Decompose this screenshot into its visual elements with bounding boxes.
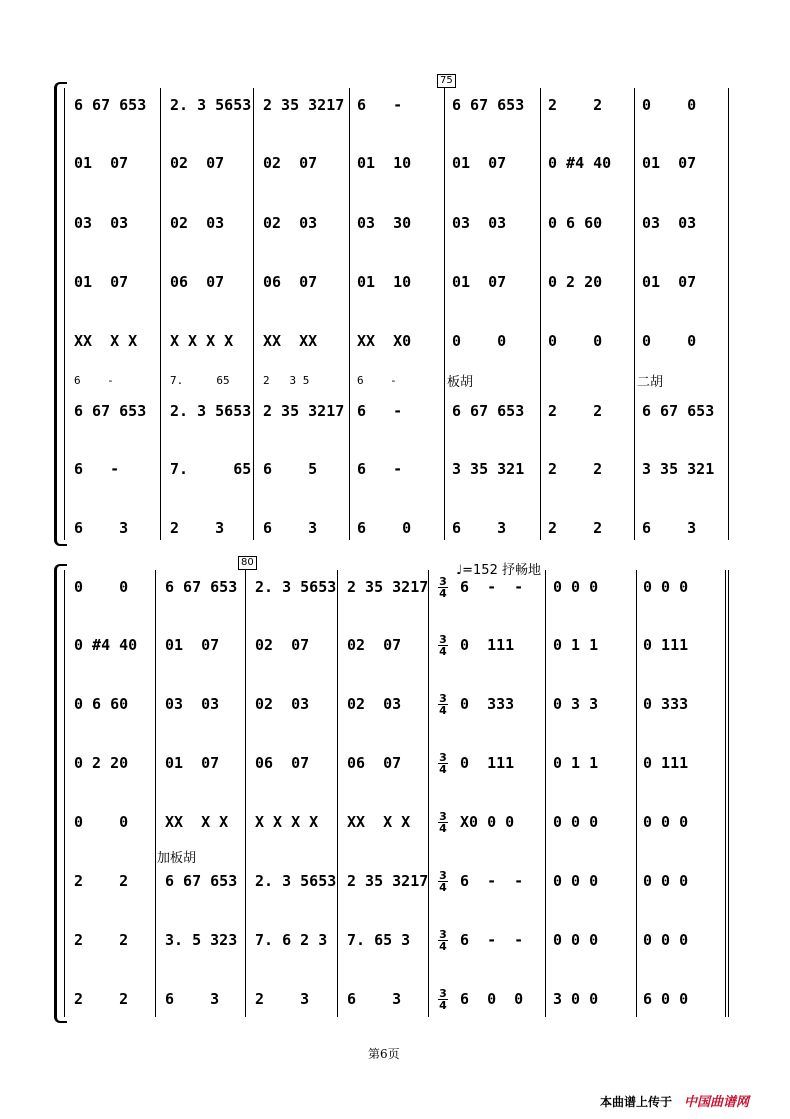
time-signature (438, 870, 448, 893)
time-signature-bottom: 4 (439, 999, 447, 1012)
score-cell: 0 0 0 (553, 931, 599, 949)
score-cell: 06 07 (170, 273, 225, 291)
score-cell: 2 2 (74, 931, 129, 949)
score-cell: 6 5 (263, 460, 318, 478)
score-cell: 0 333 (460, 695, 515, 713)
page-number: 第6页 (368, 1047, 400, 1061)
score-cell: 2 35 3217 (263, 402, 345, 420)
time-signature-top: 3 (439, 928, 447, 941)
score-cell: 0 0 (548, 332, 603, 350)
score-cell: 6 3 (452, 519, 507, 537)
score-cell: 2 3 (170, 519, 225, 537)
tempo-marking: ♩=152 抒畅地 (456, 563, 541, 578)
score-cell: 6 - - (460, 931, 524, 949)
score-cell: 0 0 0 (553, 578, 599, 596)
score-cell: X X X X (255, 813, 319, 831)
score-cell: 0 6 60 (74, 695, 129, 713)
rehearsal-mark: 80 (238, 556, 257, 570)
score-cell: XX X0 (357, 332, 412, 350)
score-system-2 (0, 557, 790, 1030)
score-cell: 01 07 (74, 154, 129, 172)
time-signature (438, 576, 448, 599)
barline (444, 88, 445, 540)
site-logo: 中国曲谱网 (684, 1095, 750, 1110)
score-cell: 0 333 (643, 695, 689, 713)
score-cell: 0 0 0 (553, 813, 599, 831)
time-signature-bottom: 4 (439, 881, 447, 894)
score-cell: 2 2 (74, 872, 129, 890)
score-cell: 2 2 (548, 460, 603, 478)
time-signature-top: 3 (439, 869, 447, 882)
score-cell: 7. 65 3 (347, 931, 411, 949)
score-cell: 2 2 (548, 96, 603, 114)
barline (540, 88, 541, 540)
score-cell: 6 67 653 (452, 96, 525, 114)
time-signature-bottom: 4 (439, 704, 447, 717)
rehearsal-mark: 75 (437, 74, 456, 88)
score-cell: 0 2 20 (74, 754, 129, 772)
score-cell: 01 07 (452, 273, 507, 291)
score-cell: 6 - (357, 460, 403, 478)
score-cell: 02 03 (170, 214, 225, 232)
score-cell: 06 07 (255, 754, 310, 772)
score-cell: 01 07 (165, 636, 220, 654)
score-cell: 0 0 (642, 332, 697, 350)
score-system-1 (0, 75, 790, 548)
score-cell: 2 35 3217 (347, 872, 429, 890)
score-cell: 01 07 (642, 154, 697, 172)
upload-note: 本曲谱上传于 (600, 1095, 673, 1109)
time-signature-bottom: 4 (439, 763, 447, 776)
barline (545, 570, 546, 1017)
score-cell: 6 67 653 (165, 578, 238, 596)
time-signature-top: 3 (439, 575, 447, 588)
score-cell: 6 0 0 (460, 990, 524, 1008)
score-cell: 0 1 1 (553, 754, 599, 772)
score-cell: 0 0 (74, 813, 129, 831)
score-cell: 02 03 (347, 695, 402, 713)
score-cell: 01 07 (452, 154, 507, 172)
score-cell: 6 67 653 (74, 402, 147, 420)
score-cell: 02 03 (255, 695, 310, 713)
score-cell: 6 3 (263, 519, 318, 537)
score-cell: 02 07 (263, 154, 318, 172)
score-cell: 2. 3 5653 (255, 872, 337, 890)
time-signature (438, 634, 448, 657)
score-cell: 0 6 60 (548, 214, 603, 232)
score-cell: 6 3 (347, 990, 402, 1008)
score-cell: 6 - (357, 402, 403, 420)
score-cell: 3 0 0 (553, 990, 599, 1008)
score-cell: 2. 3 5653 (170, 402, 252, 420)
score-cell: 01 07 (74, 273, 129, 291)
score-cell: 6 - (74, 460, 120, 478)
score-cell: 01 10 (357, 273, 412, 291)
small-score-cell: 6 - (357, 374, 397, 387)
score-cell: 6 0 0 (643, 990, 689, 1008)
time-signature-top: 3 (439, 987, 447, 1000)
score-cell: 6 - (357, 96, 403, 114)
score-cell: 2 2 (74, 990, 129, 1008)
score-cell: 0 0 0 (553, 872, 599, 890)
score-cell: 6 3 (74, 519, 129, 537)
score-cell: 02 07 (170, 154, 225, 172)
barline (728, 570, 729, 1017)
score-cell: 02 07 (347, 636, 402, 654)
score-cell: 7. 6 2 3 (255, 931, 328, 949)
score-cell: 03 03 (642, 214, 697, 232)
score-cell: 02 07 (255, 636, 310, 654)
score-cell: 2 35 3217 (347, 578, 429, 596)
score-cell: 03 30 (357, 214, 412, 232)
score-cell: 6 67 653 (165, 872, 238, 890)
score-cell: 0 111 (643, 636, 689, 654)
barline (253, 88, 254, 540)
score-cell: 7. 65 (170, 460, 252, 478)
score-cell: 03 03 (452, 214, 507, 232)
score-cell: 0 0 0 (643, 931, 689, 949)
system-brace (54, 88, 71, 540)
time-signature-bottom: 4 (439, 940, 447, 953)
score-cell: 02 03 (263, 214, 318, 232)
score-cell: 3 35 321 (642, 460, 715, 478)
score-cell: 0 #4 40 (548, 154, 612, 172)
small-score-cell: 6 - (74, 374, 114, 387)
score-cell: 0 0 (642, 96, 697, 114)
score-cell: 2. 3 5653 (255, 578, 337, 596)
score-cell: 0 #4 40 (74, 636, 138, 654)
score-cell: XX X X (74, 332, 138, 350)
barline (728, 88, 729, 540)
barline (64, 88, 65, 540)
score-cell: 6 0 (357, 519, 412, 537)
score-cell: 0 111 (643, 754, 689, 772)
score-cell: 0 3 3 (553, 695, 599, 713)
quarter-note-icon: ♩ (456, 563, 463, 578)
time-signature-bottom: 4 (439, 822, 447, 835)
barline (64, 570, 65, 1017)
score-cell: 0 111 (460, 636, 515, 654)
instrument-label-jiabanhu: 加板胡 (157, 851, 197, 866)
score-cell: 2 3 (255, 990, 310, 1008)
score-cell: 0 0 0 (643, 872, 689, 890)
score-cell: 6 3 (642, 519, 697, 537)
time-signature (438, 693, 448, 716)
barline (636, 570, 637, 1017)
barline (725, 570, 726, 1017)
score-cell: 0 0 (452, 332, 507, 350)
score-cell: 6 67 653 (642, 402, 715, 420)
barline (634, 88, 635, 540)
barline (155, 570, 156, 1017)
score-cell: 0 0 0 (643, 813, 689, 831)
score-cell: 06 07 (263, 273, 318, 291)
instrument-label-erhu: 二胡 (637, 375, 664, 390)
time-signature (438, 811, 448, 834)
score-cell: 6 - - (460, 578, 524, 596)
small-score-cell: 2 3 5 (263, 374, 310, 387)
system-brace (54, 570, 71, 1017)
barline (337, 570, 338, 1017)
time-signature (438, 988, 448, 1011)
score-cell: 2 2 (548, 402, 603, 420)
time-signature-top: 3 (439, 633, 447, 646)
score-cell: XX XX (263, 332, 318, 350)
score-cell: 2. 3 5653 (170, 96, 252, 114)
score-cell: XX X X (165, 813, 229, 831)
score-cell: 6 67 653 (74, 96, 147, 114)
score-cell: 3 35 321 (452, 460, 525, 478)
barline (160, 88, 161, 540)
instrument-label-banhu: 板胡 (447, 375, 474, 390)
score-cell: 2 35 3217 (263, 96, 345, 114)
score-cell: 6 3 (165, 990, 220, 1008)
score-cell: 03 03 (165, 695, 220, 713)
score-cell: X0 0 0 (460, 813, 515, 831)
score-cell: 6 - - (460, 872, 524, 890)
time-signature (438, 929, 448, 952)
time-signature-top: 3 (439, 751, 447, 764)
barline (245, 570, 246, 1017)
score-cell: 0 0 0 (643, 578, 689, 596)
time-signature-bottom: 4 (439, 645, 447, 658)
score-cell: 0 1 1 (553, 636, 599, 654)
score-cell: XX X X (347, 813, 411, 831)
time-signature-top: 3 (439, 692, 447, 705)
time-signature-top: 3 (439, 810, 447, 823)
small-score-cell: 7. 65 (170, 374, 230, 387)
score-cell: 06 07 (347, 754, 402, 772)
score-cell: 0 0 (74, 578, 129, 596)
score-cell: 3. 5 323 (165, 931, 238, 949)
score-cell: X X X X (170, 332, 234, 350)
score-cell: 0 111 (460, 754, 515, 772)
barline (349, 88, 350, 540)
time-signature (438, 752, 448, 775)
score-cell: 01 07 (165, 754, 220, 772)
time-signature-bottom: 4 (439, 587, 447, 600)
score-cell: 0 2 20 (548, 273, 603, 291)
score-cell: 03 03 (74, 214, 129, 232)
score-cell: 2 2 (548, 519, 603, 537)
score-cell: 01 07 (642, 273, 697, 291)
score-cell: 01 10 (357, 154, 412, 172)
score-cell: 6 67 653 (452, 402, 525, 420)
barline (428, 570, 429, 1017)
